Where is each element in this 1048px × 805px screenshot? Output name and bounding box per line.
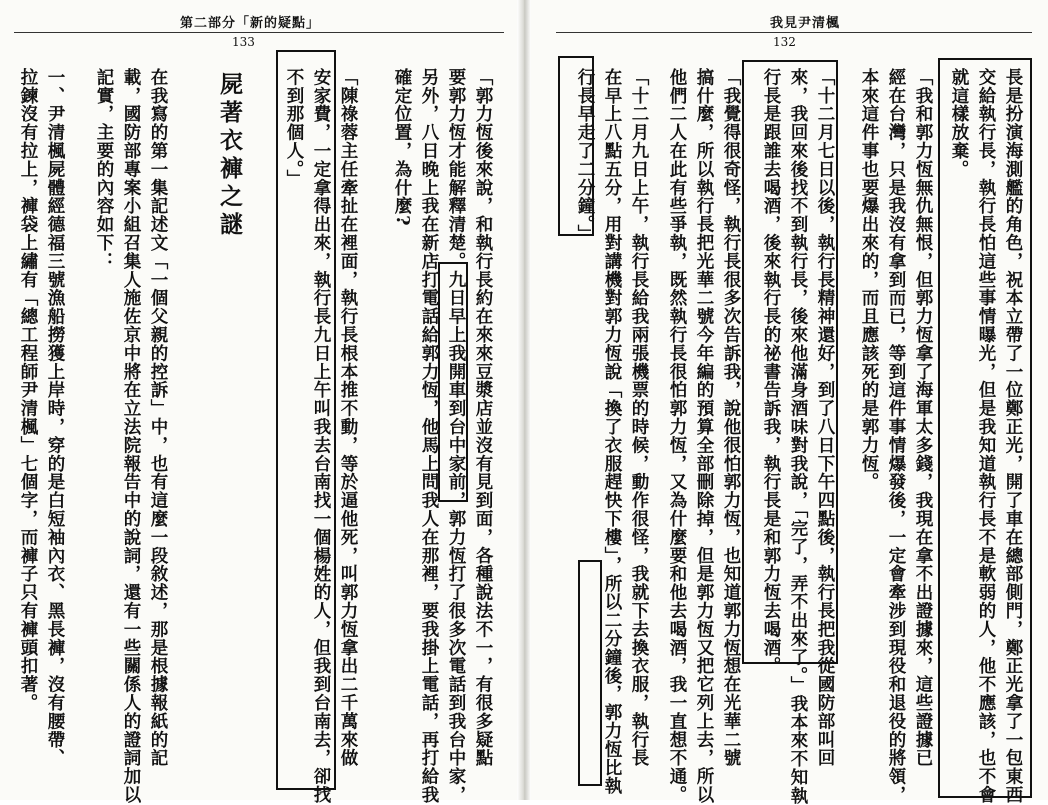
text-column: 一、尹清楓屍體經德福三號漁船撈獲上岸時，穿的是白短袖內衣、黑長褲，沒有腰帶、 <box>45 68 65 768</box>
text-column: 交給執行長，執行長怕這些事情曝光，但是我知道執行長不是軟弱的人，他不應該，也不會 <box>976 68 996 804</box>
right-page-header: 我見尹清楓 <box>770 16 841 31</box>
text-column: 本來這件事也要爆出來的，而且應該死的是郭力恆。 <box>859 68 879 492</box>
text-column: 拉鍊沒有拉上，褲袋上繡有「總工程師尹清楓」七個字，而褲子只有褲頭扣著。 <box>18 68 38 712</box>
text-column: 記實，主要的內容如下： <box>94 68 114 271</box>
text-column: 「郭力恆後來說，和執行長約在來來豆漿店並沒有見到面，各種說法不一，有很多疑點 <box>473 68 493 768</box>
text-column: 長是扮演海測艦的角色，祝本立帶了一位鄭正光，開了車在總部側門，鄭正光拿了一包東西 <box>1003 68 1023 804</box>
section-title: 屍著衣褲之謎 <box>216 72 243 240</box>
text-column: 載，國防部專案小組召集人施佐京中將在立法院報告中的說詞，還有一些關係人的證詞加以 <box>121 68 141 804</box>
text-column: 安家費，一定拿得出來，執行長九日上午叫我去台南找一個楊姓的人，但我到台南去，卻找 <box>311 68 331 804</box>
text-column: 「我和郭力恆無仇無恨，但郭力恆拿了海軍太多錢，我現在拿不出證據來，這些證據已 <box>913 68 933 768</box>
right-page-number: 132 <box>773 35 796 49</box>
highlight-box <box>276 50 336 790</box>
right-header-rule <box>556 32 1032 33</box>
text-column: 搞什麼，所以執行長把光華二號今年編的預算全部刪除掉，但是郭力恆又把它列上去，所以 <box>694 68 714 804</box>
left-header-rule <box>14 32 504 33</box>
left-page-header: 第二部分「新的疑點」 <box>180 16 321 31</box>
highlight-box <box>578 560 602 786</box>
highlight-box <box>558 56 594 236</box>
text-column: 「陳祿蓉主任牽扯在裡面，執行長根本推不動，等於逼他死，叫郭力恆拿出二千萬來做 <box>338 68 358 768</box>
text-column: 經在台灣，只是我沒有拿到而已，等到這件事情爆發後，一定會牽涉到現役和退役的將領， <box>886 68 906 804</box>
text-column: 確定位置，為什麼? <box>392 68 412 227</box>
left-page-number: 133 <box>232 35 255 49</box>
text-column: 不到那個人。」 <box>284 68 304 189</box>
text-column: 行長早走了二分鐘。」 <box>575 68 595 244</box>
highlight-box <box>938 58 1032 798</box>
highlight-box <box>438 262 468 502</box>
text-column: 另外，八日晚上我在新店打電話給郭力恆，他馬上問我人在那裡，要我掛上電話，再打給我 <box>419 68 439 804</box>
text-column: 「我覺得很奇怪，執行長很多次告訴我，說他很怕郭力恆，也知道郭力恆想在光華二號 <box>721 68 741 768</box>
text-column: 「十二月九日上午，執行長給我兩張機票的時候，動作很怪，我就下去換衣服，執行長 <box>629 68 649 768</box>
book-spine <box>517 0 531 800</box>
text-column: 他們二人在此有些爭執，既然執行長很怕郭力恆，又為什麼要和他去喝酒，我一直想不通。 <box>667 68 687 804</box>
text-column: 在早上八點五分，用對講機對郭力恆說「換了衣服趕快下樓」，所以二分鐘後，郭力恆比執 <box>602 68 622 796</box>
text-column: 在我寫的第一集記述文「一個父親的控訴」中，也有這麼一段敘述，那是根據報紙的記 <box>148 68 168 768</box>
text-column: 「十二月七日以後，執行長精神還好，到了八日下午四點後，執行長把我從國防部叫回 <box>815 68 835 768</box>
highlight-box <box>742 60 838 664</box>
text-column: 就這樣放棄。 <box>949 68 969 179</box>
text-column: 來，我回來後找不到執行長，後來他滿身酒味對我說，「完了，弄不出來了。」我本來不知執 <box>788 68 808 805</box>
text-column: 要郭力恆才能解釋清楚。九日早上我開車到台中家前，郭力恆打了很多次電話到我台中家， <box>446 68 466 804</box>
text-column: 行長是跟誰去喝酒，後來執行長的祕書告訴我，執行長是和郭力恆去喝酒。 <box>761 68 781 676</box>
